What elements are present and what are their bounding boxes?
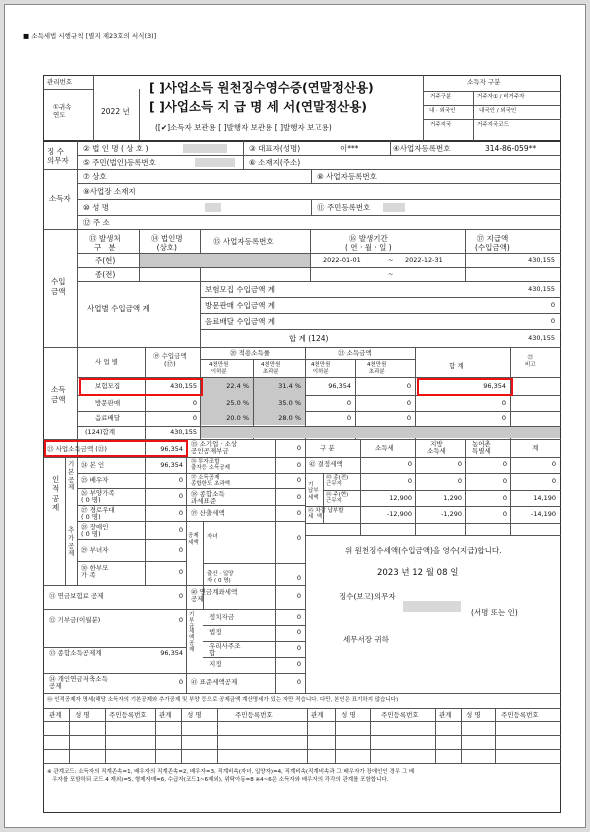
donation-designated-value: 0 — [296, 660, 301, 668]
rate-row-2-rev: 0 — [192, 399, 197, 407]
rate-row-1-i1: 96,354 — [328, 382, 351, 390]
tax-row-4-income: -12,900 — [386, 510, 412, 518]
rate-row-3-i1: 0 — [346, 414, 351, 422]
mgmt-no-label: 관리번호 — [47, 78, 73, 86]
self-label: ㉔ 본 인 — [81, 461, 105, 469]
self-value: 96,354 — [160, 461, 183, 469]
calc-tax-label: ㊴ 산출세액 — [191, 509, 225, 517]
period-from: 2022-01-01 — [323, 256, 361, 264]
donation-union-value: 0 — [296, 644, 301, 652]
tax-row-1-rural: 0 — [502, 460, 507, 468]
highlight-biz-income — [44, 440, 188, 457]
small-biz-label: ㉟ 소기업 · 소상 공인공제부금 — [191, 440, 238, 456]
woman-label: ㉙ 부녀자 — [81, 546, 109, 554]
rate-head-rev: ⑲ 수입금액 (⑰) — [153, 352, 187, 368]
local-value: 내국인 / 외국인 — [479, 108, 517, 114]
withholder-addr-label: ⑥ 소재지(주소) — [249, 158, 301, 167]
withholder-bizno-label: ④사업자등록번호 — [393, 144, 451, 153]
senior-label: ㉗ 경로우대 ( 0 명) — [81, 506, 115, 522]
highlight-insurance-income — [417, 378, 513, 396]
donation-legal-value: 0 — [296, 628, 301, 636]
disabled-value: 0 — [178, 526, 183, 534]
tax-row-4-sum: -14,190 — [530, 510, 556, 518]
rate-head-note: ㉒ 비고 — [525, 355, 536, 369]
tax-row-4-label: ㊺ 차감 납부할 세 액 — [308, 508, 344, 521]
local-label: 내 · 외국인 — [429, 108, 456, 114]
tax-row-3-income: 12,900 — [389, 494, 412, 502]
highlight-insurance-revenue — [79, 378, 203, 396]
rate-head-i2: 4천만원 초과분 — [367, 362, 387, 375]
tax-row-1-sum: 0 — [551, 460, 556, 468]
std-credit-value: 0 — [296, 678, 301, 686]
tax-row-1-label: ㊷ 결정세액 — [309, 460, 343, 468]
family-col-name-1: 성 명 — [75, 711, 90, 719]
family-col-rel-1: 관계 — [49, 711, 62, 719]
tax-row-1-local: 0 — [457, 460, 462, 468]
subtitle-copy-type: ([✔]소득자 보관용 [ ]발행자 보관용 [ ]발행자 보고용) — [155, 123, 332, 132]
year-value: 2022 년 — [101, 107, 130, 116]
tax-row-1-income: 0 — [407, 460, 412, 468]
head-corp-name: ⑭ 법인명 (상호) — [151, 234, 183, 252]
calc-tax-value: 0 — [296, 509, 301, 517]
rate-row-3-r1: 20.0 % — [226, 414, 249, 422]
spouse-value: 0 — [178, 476, 183, 484]
rate-row-3-sum: 0 — [501, 414, 506, 422]
total-label: 합 계 (124) — [289, 334, 329, 343]
disabled-label: ㉘ 장애인 ( 0 명) — [81, 523, 109, 539]
invest-label: ㊱ 투자조합 출자등 소득공제 — [191, 459, 230, 472]
earner-addr-label: ⑫ 주 소 — [83, 218, 110, 227]
biz-row-2-label: 방문판매 수입금액 계 — [205, 301, 275, 310]
tax-row-2-label: ㊸ 종(전) 근무지 — [326, 475, 349, 488]
income-type-title: 소득자 구분 — [467, 78, 501, 86]
invest-value: 0 — [296, 461, 301, 469]
spouse-label: ㉕ 배우자 — [81, 476, 109, 484]
std-base-label: ㊳ 종합소득 과세표준 — [191, 490, 225, 506]
country-code-label: 거주지국코드 — [477, 122, 509, 128]
credit-label: 공제 세액 — [188, 533, 199, 546]
withholder-label: 징 수 의무자 — [47, 147, 69, 165]
pension-value: 0 — [178, 592, 183, 600]
total-ded-value: 96,354 — [160, 649, 183, 657]
bizloss-label: ㉜ 기부금(이월분) — [49, 616, 101, 624]
rate-row-2-r2: 35.0 % — [278, 399, 301, 407]
child-credit-value: 0 — [296, 534, 301, 542]
corp-name-label: ② 법 인 명 ( 상 호 ) — [83, 144, 149, 153]
resident-label: 거주구분 — [430, 94, 452, 100]
biz-income-label: ㉓ 사업소득금액 (㉑) — [47, 445, 107, 453]
rep-value: 이*** — [340, 144, 359, 153]
income-main-label: 주(현) — [95, 256, 116, 265]
head-amount: ⑰ 지급액 (수입금액) — [475, 234, 510, 252]
title-line-1: [ ]사업소득 원천징수영수증(연말정산용) — [149, 80, 374, 95]
family-col-rrn-3: 주민등록번호 — [381, 711, 419, 719]
rate-row-2-i1: 0 — [346, 399, 351, 407]
single-parent-value: 0 — [178, 568, 183, 576]
basic-ded-label: 기 본 공 제 — [68, 460, 75, 492]
extra-ded-label: 추 가 공 제 — [68, 526, 75, 558]
tax-head-income: 소득세 — [375, 444, 394, 452]
rate-head-biz: 사 업 별 — [95, 358, 118, 366]
rate-row-2-sum: 0 — [501, 399, 506, 407]
total-value: 430,155 — [528, 334, 555, 342]
rate-row-1-rev: 430,155 — [170, 382, 197, 390]
family-col-rrn-1: 주민등록번호 — [109, 711, 147, 719]
tax-row-2-rural: 0 — [502, 477, 507, 485]
head-period: ⑯ 발생기간 ( 연 · 월 · 일 ) — [345, 234, 392, 252]
rate-row-2-r1: 25.0 % — [226, 399, 249, 407]
rate-head-rate: ⑳ 적용소득률 — [230, 349, 270, 357]
birth-credit-label: 출산 · 입양 자 ( 0 명) — [207, 571, 234, 584]
biz-row-1-value: 430,155 — [528, 285, 555, 293]
donation-designated-label: 지정 — [209, 660, 222, 668]
paid-tax-label: 기 납부 세액 — [308, 482, 319, 501]
rate-head-sum: 합 계 — [449, 362, 464, 370]
family-col-rrn-4: 주민등록번호 — [501, 711, 539, 719]
income-main-amount: 430,155 — [528, 256, 555, 264]
family-col-name-3: 성 명 — [341, 711, 356, 719]
biz-income-value: 96,354 — [160, 445, 183, 453]
donation-political-label: 정치자금 — [209, 613, 235, 621]
dep-value: 0 — [178, 492, 183, 500]
period-tilde: ~ — [388, 256, 394, 264]
withholder-bizno-value: 314-86-059** — [485, 144, 537, 153]
tax-row-4-rural: 0 — [502, 510, 507, 518]
limit-label: ㊲ 소득공제 종합한도 초과액 — [191, 475, 230, 488]
tax-row-2-sum: 0 — [551, 477, 556, 485]
child-credit-label: 자녀 — [207, 534, 218, 540]
donation-political-value: 0 — [296, 613, 301, 621]
biz-row-3-label: 음료배달 수입금액 계 — [205, 317, 275, 326]
tax-head-sum: 계 — [532, 444, 539, 452]
biz-row-3-value: 0 — [550, 317, 555, 325]
family-col-rel-4: 관계 — [439, 711, 452, 719]
family-title: ㊻ 인적공제자 명세(해당 소득자의 기본공제와 추가공제 및 부양 등으로 공제금액 계산명세가 있는 자만 적습니다. 다만, 본인은 표기하지 않습니다) — [47, 697, 399, 703]
dep-label: ㉖ 부양가족 ( 0 명) — [81, 489, 115, 505]
family-col-rrn-2: 주민등록번호 — [235, 711, 273, 719]
senior-value: 0 — [178, 509, 183, 517]
tax-office-label: 세무서장 귀하 — [343, 635, 389, 644]
pension-ded-value: 0 — [178, 678, 183, 686]
earner-trade-label: ⑦ 상호 — [83, 172, 107, 181]
rate-head-r1: 4천만원 이하분 — [209, 362, 229, 375]
biz-row-1-label: 보험모집 수입금액 계 — [205, 285, 275, 294]
rate-row-1-sum: 96,354 — [483, 382, 506, 390]
rate-total-rev: 430,155 — [170, 428, 197, 436]
pension-ded-label: ㉞ 개인연금저축소득 공제 — [49, 675, 108, 691]
inc-section-label: 소득 금액 — [51, 385, 66, 404]
std-base-value: 0 — [296, 493, 301, 501]
std-credit-label: ㊶ 표준세액공제 — [191, 678, 238, 686]
sign-label: (서명 또는 인) — [471, 608, 518, 617]
rate-row-2-i2: 0 — [406, 399, 411, 407]
payer-label: 징수(보고)의무자 — [339, 592, 396, 601]
income-sub-label: 종(전) — [95, 270, 116, 279]
donation-union-label: 우리사주조 합 — [209, 642, 241, 658]
resident-value: 거주자① / 비거주자 — [477, 94, 525, 100]
rate-row-1-name: 보험모집 — [95, 382, 121, 390]
receipt-date: 2023 년 12 월 08 일 — [377, 568, 459, 578]
tax-row-3-local: 1,290 — [443, 494, 462, 502]
tax-row-2-income: 0 — [407, 477, 412, 485]
tax-row-2-local: 0 — [457, 477, 462, 485]
rate-row-3-i2: 0 — [406, 414, 411, 422]
year-label: ①귀속 연도 — [53, 103, 72, 120]
period-to: 2022-12-31 — [405, 256, 443, 264]
pension-credit-label: ㊵ 연금계좌세액 공제 — [191, 588, 238, 604]
donation-credit-label: 기 부 금 세 액 공 제 — [189, 612, 195, 653]
woman-value: 0 — [178, 546, 183, 554]
pension-label: ㉛ 연금보험료 공제 — [49, 592, 104, 600]
period-tilde-2: ~ — [388, 270, 394, 278]
small-biz-value: 0 — [296, 444, 301, 452]
personal-ded-label: 인 적 공 제 — [52, 475, 60, 513]
earner-label: 소득자 — [49, 194, 71, 203]
tax-row-4-local: -1,290 — [441, 510, 462, 518]
rate-total-name: (124)합계 — [85, 428, 116, 436]
rate-row-3-r2: 28.0 % — [278, 414, 301, 422]
income-section-label: 수입 금액 — [51, 277, 66, 296]
title-line-2: [ ]사업소득 지 급 명 세 서(연말정산용) — [149, 99, 368, 114]
head-source: ⑬ 발생처 구 분 — [89, 234, 121, 252]
family-col-name-2: 성 명 — [187, 711, 202, 719]
country-label: 거주지국 — [430, 122, 452, 128]
family-col-name-4: 성 명 — [466, 711, 481, 719]
earner-bizno-label: ⑧ 사업자등록번호 — [317, 172, 377, 181]
pension-credit-value: 0 — [296, 592, 301, 600]
rep-label: ③ 대표자(성명) — [249, 144, 301, 153]
bizloss-value: 0 — [178, 616, 183, 624]
family-col-rel-3: 관계 — [311, 711, 324, 719]
relation-code-footnote: ※ 관계코드: 소득자의 직계존속=1, 배우자의 직계존속=2, 배우자=3, 직계비속(자녀, 입양자)=4, 직계비속(직계비속과 그 배우자가 장애인인 경우 그 배 우자를 포함하되 코드 4 제외)=5, 형제자매=6, 수급자(코드1~6제외), 위탁아동=8 ※4~6은 소득자와 배우자의 각각의 관계를 포함합니다. — [47, 769, 415, 783]
limit-value: 0 — [296, 476, 301, 484]
form-ref: ■ 소득세법 시행규칙 [별지 제23호의 서식(3)] — [23, 32, 157, 40]
rate-row-1-r1: 22.4 % — [226, 382, 249, 390]
rate-head-i1: 4천만원 이하분 — [311, 362, 331, 375]
rate-row-2-name: 방문판매 — [95, 399, 121, 407]
rate-row-1-i2: 0 — [406, 382, 411, 390]
tax-form-sheet — [4, 4, 586, 828]
rate-row-3-name: 음료배달 — [95, 414, 121, 422]
head-bizno: ⑮ 사업자등록번호 — [213, 237, 274, 246]
rate-row-3-rev: 0 — [192, 414, 197, 422]
rate-head-r2: 4천만원 초과분 — [261, 362, 281, 375]
earner-place-label: ⑨사업장 소재지 — [83, 187, 136, 196]
earner-name-label: ⑩ 성 명 — [83, 203, 109, 212]
total-ded-label: ㉝ 종합소득공제계 — [49, 649, 102, 657]
single-parent-label: ㉚ 한부모 가 족 — [81, 564, 109, 580]
tax-head-rural: 농어촌 특별세 — [472, 440, 491, 456]
tax-row-3-label: ㊹ 주(현) 근무지 — [326, 492, 349, 505]
tax-row-3-sum: 14,190 — [533, 494, 556, 502]
tax-head-local: 지방 소득세 — [427, 440, 446, 456]
birth-credit-value: 0 — [296, 574, 301, 582]
family-col-rel-2: 관계 — [159, 711, 172, 719]
earner-rrn-label: ⑪ 주민등록번호 — [317, 203, 371, 212]
tax-head-type: 구 분 — [320, 444, 335, 452]
receipt-statement: 위 원천징수세액(수입금액)을 영수(지급)합니다. — [345, 546, 502, 555]
corp-reg-no-label: ⑤ 주민(법인)등록번호 — [83, 158, 156, 167]
biz-row-2-value: 0 — [550, 301, 555, 309]
donation-legal-label: 법정 — [209, 628, 222, 636]
rate-head-inc: ㉑ 소득금액 — [338, 349, 372, 357]
rate-row-1-r2: 31.4 % — [278, 382, 301, 390]
biz-sum-label: 사업별 수입금액 계 — [87, 304, 150, 313]
tax-row-3-rural: 0 — [502, 494, 507, 502]
